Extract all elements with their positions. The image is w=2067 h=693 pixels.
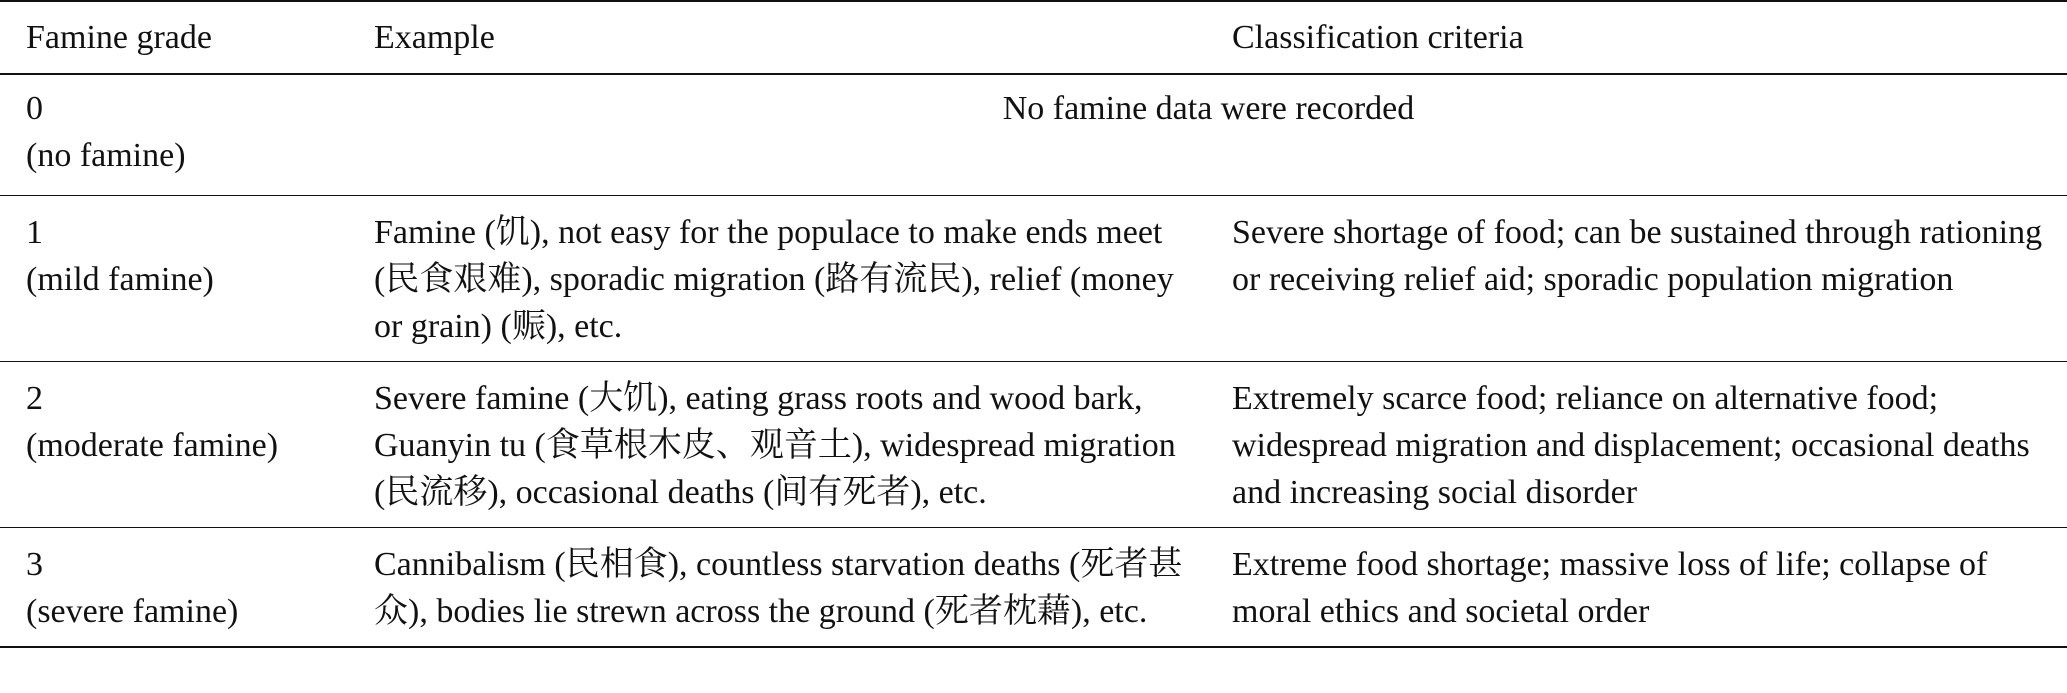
grade-label: (no famine) — [26, 137, 186, 174]
table-body — [0, 74, 2067, 647]
grade-label: (moderate famine) — [26, 427, 279, 464]
grade-label: (mild famine) — [26, 261, 214, 298]
table-row-grade-1 — [0, 196, 2067, 362]
grade-label: (severe famine) — [26, 593, 239, 630]
header-famine-grade: Famine grade — [26, 19, 212, 56]
criteria-cell: Severe shortage of food; can be sustained through rationing or receiving relief aid; sporadic population migration — [1232, 214, 2043, 298]
criteria-cell: Extremely scarce food; reliance on alternative food; widespread migration and displacement; occasional deaths and increasing social disorder — [1232, 380, 2030, 511]
grade-number: 1 — [26, 214, 43, 251]
grade-cell — [0, 196, 350, 362]
table-row-grade-0 — [0, 74, 2067, 196]
example-cell: Cannibalism (民相食), countless starvation deaths (死者甚众), bodies lie strewn across the ground (死者枕藉), etc. — [374, 546, 1183, 630]
example-cell: Severe famine (大饥), eating grass roots and wood bark, Guanyin tu (食草根木皮、观音土), widespread migration (民流移), occasional deaths (间有死者), etc. — [374, 380, 1176, 511]
example-cell: Famine (饥), not easy for the populace to make ends meet (民食艰难), sporadic migration (路有流民), relief (money or grain) (赈), etc. — [374, 214, 1174, 345]
header-classification-criteria: Classification criteria — [1232, 19, 1524, 56]
grade-cell — [0, 74, 350, 196]
grade-number: 2 — [26, 380, 43, 417]
table-row-grade-2 — [0, 362, 2067, 528]
no-data-note: No famine data were recorded — [1002, 90, 1415, 127]
table-row-grade-3 — [0, 528, 2067, 648]
table-header — [0, 1, 2067, 74]
header-example: Example — [374, 19, 495, 56]
criteria-cell: Extreme food shortage; massive loss of life; collapse of moral ethics and societal order — [1232, 546, 1988, 630]
grade-number: 0 — [26, 90, 43, 127]
grade-cell — [0, 528, 350, 648]
grade-number: 3 — [26, 546, 43, 583]
header-row — [0, 1, 2067, 74]
grade-cell — [0, 362, 350, 528]
